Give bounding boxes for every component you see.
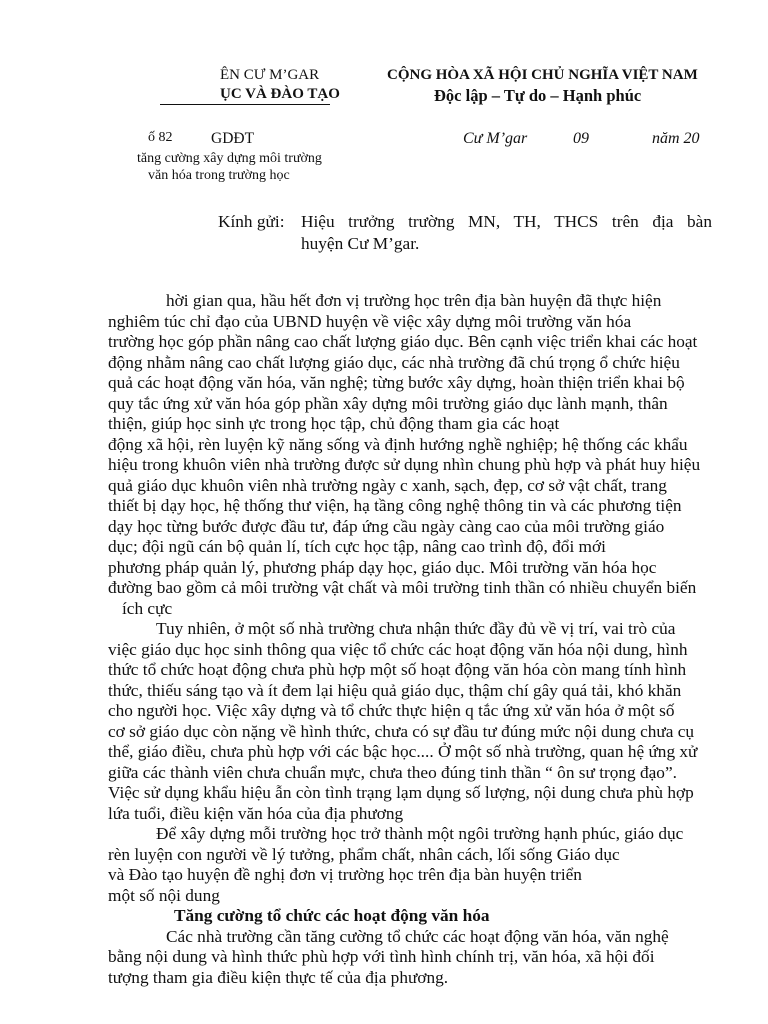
body-line: thể, giáo điều, chưa phù hợp với các bậc học.... Ở một số nhà trường, quan hệ ứng xử [108,742,698,761]
body-line: giữa các thành viên chưa chuẩn mực, chưa theo đúng tinh thần “ ôn sư trọng đạo”. [108,762,677,782]
body-line: Các nhà trường cần tăng cường tổ chức các hoạt động văn hóa, văn nghệ [166,926,669,946]
recipient-line2: huyện Cư M’gar. [301,234,420,253]
body-line: cho người học. Việc xây dựng và tổ chức thực hiện q tắc ứng xử văn hóa ở một số [108,701,675,720]
body-line: quả các hoạt động văn hóa, văn nghệ; từng bước xây dựng, hoàn thiện triển khai bộ [108,373,685,392]
issuer-underline [160,104,330,105]
issuer-department: ỤC VÀ ĐÀO TẠO [220,86,340,102]
document-number: ố 82 [148,130,173,145]
body-line: thiết bị dạy học, hệ thống thư viện, hạ tầng công nghệ thông tin và các phương tiện [108,496,682,515]
body-line: thiện, giúp học sinh ực trong học tập, chủ động tham gia các hoạt [108,414,560,433]
paragraph-3 [108,824,712,906]
body-line: thức, thiếu sáng tạo và ít đem lại hiệu quả giáo dục, thậm chí gây quá tải, khó khăn [108,680,682,700]
national-title: CỘNG HÒA XÃ HỘI CHỦ NGHĨA VIỆT NAM [387,67,698,83]
body-line: lứa tuổi, điều kiện văn hóa của địa phương [108,803,404,823]
body-line: một số nội dung [108,885,220,905]
body-line: cơ sở giáo dục còn nặng về hình thức, chưa có sự đầu tư đúng mức nội dung chưa cụ [108,721,695,741]
national-motto: Độc lập – Tự do – Hạnh phúc [434,86,642,105]
recipient-line1: Hiệu trưởng trường MN, TH, THCS trên địa bàn [301,212,712,231]
body-line: động xã hội, rèn luyện kỹ năng sống và định hướng nghề nghiệp; hệ thống các khẩu [108,434,688,454]
body-line: hiệu trong khuôn viên nhà trường được sử dụng nhìn chung phù hợp và phát huy hiệu [108,455,701,474]
body-line: dạy học từng bước được đầu tư, đáp ứng cầu ngày càng cao của môi trường giáo [108,516,665,536]
body-line: bằng nội dung và hình thức phù hợp với tình hình chính trị, văn hóa, xã hội đối [108,947,655,966]
document-subject-line2: văn hóa trong trường học [148,168,290,183]
body-line: hời gian qua, hầu hết đơn vị trường học trên địa bàn huyện đã thực hiện [166,291,662,310]
paragraph-4 [108,927,712,989]
paragraph-1 [108,291,712,619]
body-line: Việc sử dụng khẩu hiệu ẫn còn tình trạng lạm dụng số lượng, nội dung chưa phù hợp [108,783,694,802]
body-line: quả giáo dục khuôn viên nhà trường ngày c xanh, sạch, đẹp, cơ sở vật chất, trang [108,475,667,495]
body-line: việc giáo dục học sinh thông qua việc tổ chức các hoạt động văn hóa nội dung, hình [108,639,688,659]
section-heading: Tăng cường tổ chức các hoạt động văn hóa [174,906,490,925]
body-line: và Đào tạo huyện đề nghị đơn vị trường học trên địa bàn huyện triển [108,865,582,884]
body-line: động nhằm nâng cao chất lượng giáo dục, các nhà trường đã chú trọng ổ chức hiệu [108,352,680,372]
paragraph-2 [108,619,712,824]
section-heading-1 [108,906,712,927]
body-line: ích cực [122,598,173,618]
document-year: năm 20 [652,130,700,147]
body-line: dục; đội ngũ cán bộ quản lí, tích cực học tập, nâng cao trình độ, đổi mới [108,537,606,556]
document-code: GDĐT [211,130,255,147]
body-line: quy tắc ứng xử văn hóa góp phần xây dựng môi trường giáo dục lành mạnh, thân [108,393,668,413]
recipient-label: Kính gửi: [218,212,285,231]
body-line: nghiêm túc chỉ đạo của UBND huyện về việc xây dựng môi trường văn hóa [108,311,632,331]
body-line: đường bao gồm cả môi trường vật chất và môi trường tinh thần có nhiều chuyển biến [108,578,697,597]
body-line: trường học góp phần nâng cao chất lượng giáo dục. Bên cạnh việc triển khai các hoạt [108,332,698,351]
document-place: Cư M’gar [463,130,528,147]
body-line: Để xây dựng mỗi trường học trở thành một ngôi trường hạnh phúc, giáo dục [156,824,684,843]
body-line: Tuy nhiên, ở một số nhà trường chưa nhận thức đầy đủ về vị trí, vai trò của [156,619,676,638]
document-body [108,291,712,988]
body-line: rèn luyện con người về lý tưởng, phẩm chất, nhân cách, lối sống Giáo dục [108,844,620,864]
document-day: 09 [573,130,589,147]
body-line: phương pháp quản lý, phương pháp dạy học, giáo dục. Môi trường văn hóa học [108,557,657,577]
document-subject-line1: tăng cường xây dựng môi trường [137,151,322,166]
body-line: thức tổ chức hoạt động chưa phù hợp một số hoạt động văn hóa còn mang tính hình [108,660,687,679]
issuer-district: ÊN CƯ M’GAR [220,67,320,83]
body-line: tượng tham gia điều kiện thực tế của địa phương. [108,967,449,987]
